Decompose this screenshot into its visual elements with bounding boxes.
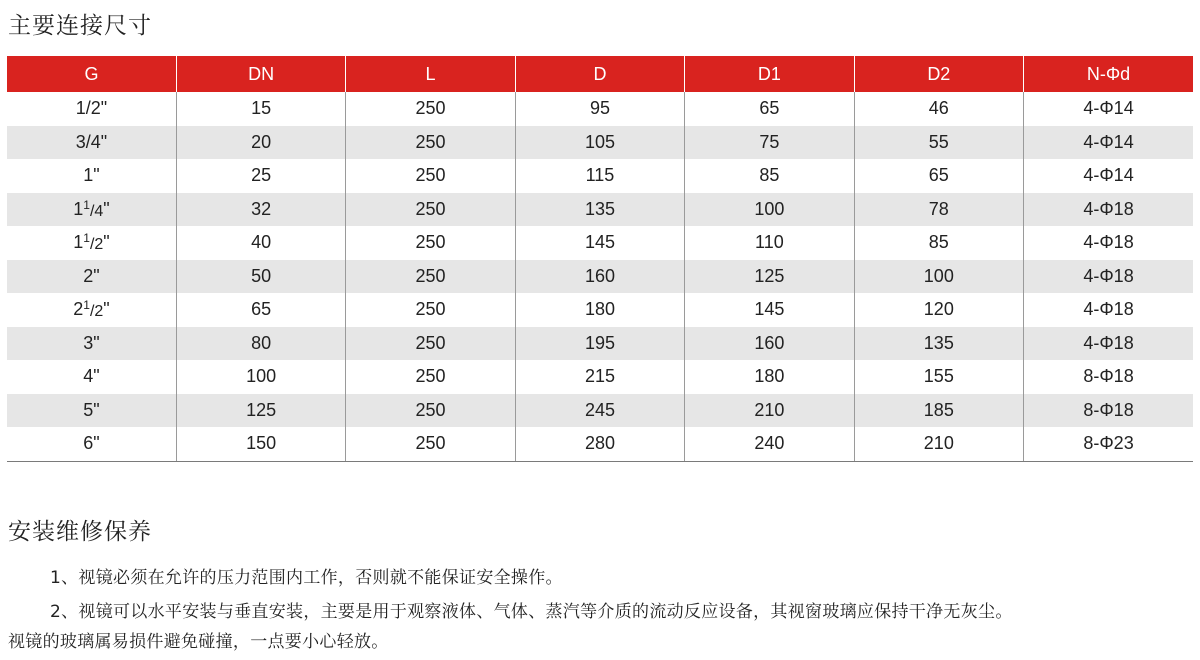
table-row [7, 159, 1193, 193]
d1-cell: 180 [685, 360, 854, 394]
header-l: L [346, 56, 515, 92]
g-fraction-numerator: 1 [83, 298, 90, 313]
g-cell [7, 327, 176, 361]
dn-cell: 32 [176, 193, 345, 227]
l-cell: 250 [346, 293, 515, 327]
table-header-row [7, 56, 1193, 92]
l-cell: 250 [346, 126, 515, 160]
dimensions-table-container [7, 56, 1193, 462]
g-whole: 3" [83, 332, 100, 353]
d2-cell: 85 [854, 226, 1023, 260]
maintenance-item-2-continued: 视镜的玻璃属易损件避免碰撞，一点要小心轻放。 [8, 632, 389, 652]
g-fraction-denominator: /2 [89, 236, 104, 254]
g-whole: 1/2" [75, 98, 108, 119]
g-fraction-denominator: /2 [89, 303, 104, 321]
n-phi-d-cell: 4-Φ14 [1024, 159, 1193, 193]
header-d1: D1 [685, 56, 854, 92]
dimensions-section-title: 主要连接尺寸 [8, 13, 152, 39]
g-inch-mark: " [103, 232, 110, 253]
g-cell [7, 260, 176, 294]
dn-cell: 125 [176, 394, 345, 428]
dn-cell: 15 [176, 92, 345, 126]
dn-cell: 100 [176, 360, 345, 394]
g-cell [7, 193, 176, 227]
table-row [7, 92, 1193, 126]
table-row [7, 193, 1193, 227]
g-whole: 6" [83, 433, 100, 454]
d2-cell: 135 [854, 327, 1023, 361]
d1-cell: 85 [685, 159, 854, 193]
table-row [7, 360, 1193, 394]
g-cell [7, 360, 176, 394]
dn-cell: 20 [176, 126, 345, 160]
d1-cell: 210 [685, 394, 854, 428]
g-whole: 1 [73, 232, 84, 253]
d2-cell: 46 [854, 92, 1023, 126]
d1-cell: 100 [685, 193, 854, 227]
d1-cell: 240 [685, 427, 854, 461]
table-body [7, 92, 1193, 461]
dn-cell: 150 [176, 427, 345, 461]
maintenance-item-1: 1、视镜必须在允许的压力范围内工作，否则就不能保证安全操作。 [50, 568, 563, 588]
g-whole: 1 [73, 198, 84, 219]
table-row [7, 293, 1193, 327]
d2-cell: 155 [854, 360, 1023, 394]
n-phi-d-cell: 8-Φ23 [1024, 427, 1193, 461]
g-whole: 4" [83, 366, 100, 387]
d-cell: 195 [515, 327, 684, 361]
d-cell: 245 [515, 394, 684, 428]
d-cell: 215 [515, 360, 684, 394]
dn-cell: 40 [176, 226, 345, 260]
table-row [7, 427, 1193, 461]
d2-cell: 185 [854, 394, 1023, 428]
d1-cell: 110 [685, 226, 854, 260]
l-cell: 250 [346, 427, 515, 461]
header-n-phi-d: N-Φd [1024, 56, 1193, 92]
table-row [7, 126, 1193, 160]
n-phi-d-cell: 4-Φ14 [1024, 126, 1193, 160]
maintenance-section-title: 安装维修保养 [8, 519, 152, 545]
d1-cell: 160 [685, 327, 854, 361]
header-d: D [515, 56, 684, 92]
n-phi-d-cell: 4-Φ18 [1024, 327, 1193, 361]
g-inch-mark: " [103, 198, 110, 219]
d-cell: 180 [515, 293, 684, 327]
l-cell: 250 [346, 360, 515, 394]
dn-cell: 65 [176, 293, 345, 327]
header-d2: D2 [854, 56, 1023, 92]
n-phi-d-cell: 4-Φ14 [1024, 92, 1193, 126]
d-cell: 115 [515, 159, 684, 193]
g-whole: 3/4" [75, 131, 108, 152]
g-inch-mark: " [103, 299, 110, 320]
n-phi-d-cell: 8-Φ18 [1024, 394, 1193, 428]
l-cell: 250 [346, 193, 515, 227]
l-cell: 250 [346, 159, 515, 193]
dn-cell: 25 [176, 159, 345, 193]
g-fraction-numerator: 1 [83, 197, 90, 212]
d-cell: 95 [515, 92, 684, 126]
l-cell: 250 [346, 394, 515, 428]
d2-cell: 78 [854, 193, 1023, 227]
d-cell: 105 [515, 126, 684, 160]
dn-cell: 50 [176, 260, 345, 294]
n-phi-d-cell: 4-Φ18 [1024, 260, 1193, 294]
g-cell [7, 394, 176, 428]
g-fraction-denominator: /4 [89, 202, 104, 220]
table-row [7, 327, 1193, 361]
g-whole: 5" [83, 399, 100, 420]
n-phi-d-cell: 4-Φ18 [1024, 226, 1193, 260]
d1-cell: 65 [685, 92, 854, 126]
d-cell: 135 [515, 193, 684, 227]
n-phi-d-cell: 4-Φ18 [1024, 193, 1193, 227]
g-fraction-numerator: 1 [83, 231, 90, 246]
g-cell [7, 226, 176, 260]
n-phi-d-cell: 8-Φ18 [1024, 360, 1193, 394]
maintenance-item-2: 2、视镜可以水平安装与垂直安装，主要是用于观察液体、气体、蒸汽等介质的流动反应设备，其视窗玻璃应保持干净无灰尘。 [50, 602, 1013, 622]
table-row [7, 226, 1193, 260]
table-row [7, 394, 1193, 428]
d-cell: 160 [515, 260, 684, 294]
d-cell: 280 [515, 427, 684, 461]
g-cell [7, 293, 176, 327]
d1-cell: 125 [685, 260, 854, 294]
d-cell: 145 [515, 226, 684, 260]
g-cell [7, 92, 176, 126]
header-dn: DN [176, 56, 345, 92]
d1-cell: 145 [685, 293, 854, 327]
g-whole: 2 [73, 299, 84, 320]
d2-cell: 210 [854, 427, 1023, 461]
d2-cell: 100 [854, 260, 1023, 294]
g-whole: 2" [83, 265, 100, 286]
dn-cell: 80 [176, 327, 345, 361]
d2-cell: 55 [854, 126, 1023, 160]
n-phi-d-cell: 4-Φ18 [1024, 293, 1193, 327]
g-cell [7, 126, 176, 160]
dimensions-table [7, 56, 1193, 462]
d1-cell: 75 [685, 126, 854, 160]
table-row [7, 260, 1193, 294]
header-g: G [7, 56, 176, 92]
l-cell: 250 [346, 260, 515, 294]
g-cell [7, 427, 176, 461]
d2-cell: 65 [854, 159, 1023, 193]
g-whole: 1" [83, 165, 100, 186]
l-cell: 250 [346, 226, 515, 260]
l-cell: 250 [346, 327, 515, 361]
g-cell [7, 159, 176, 193]
d2-cell: 120 [854, 293, 1023, 327]
l-cell: 250 [346, 92, 515, 126]
